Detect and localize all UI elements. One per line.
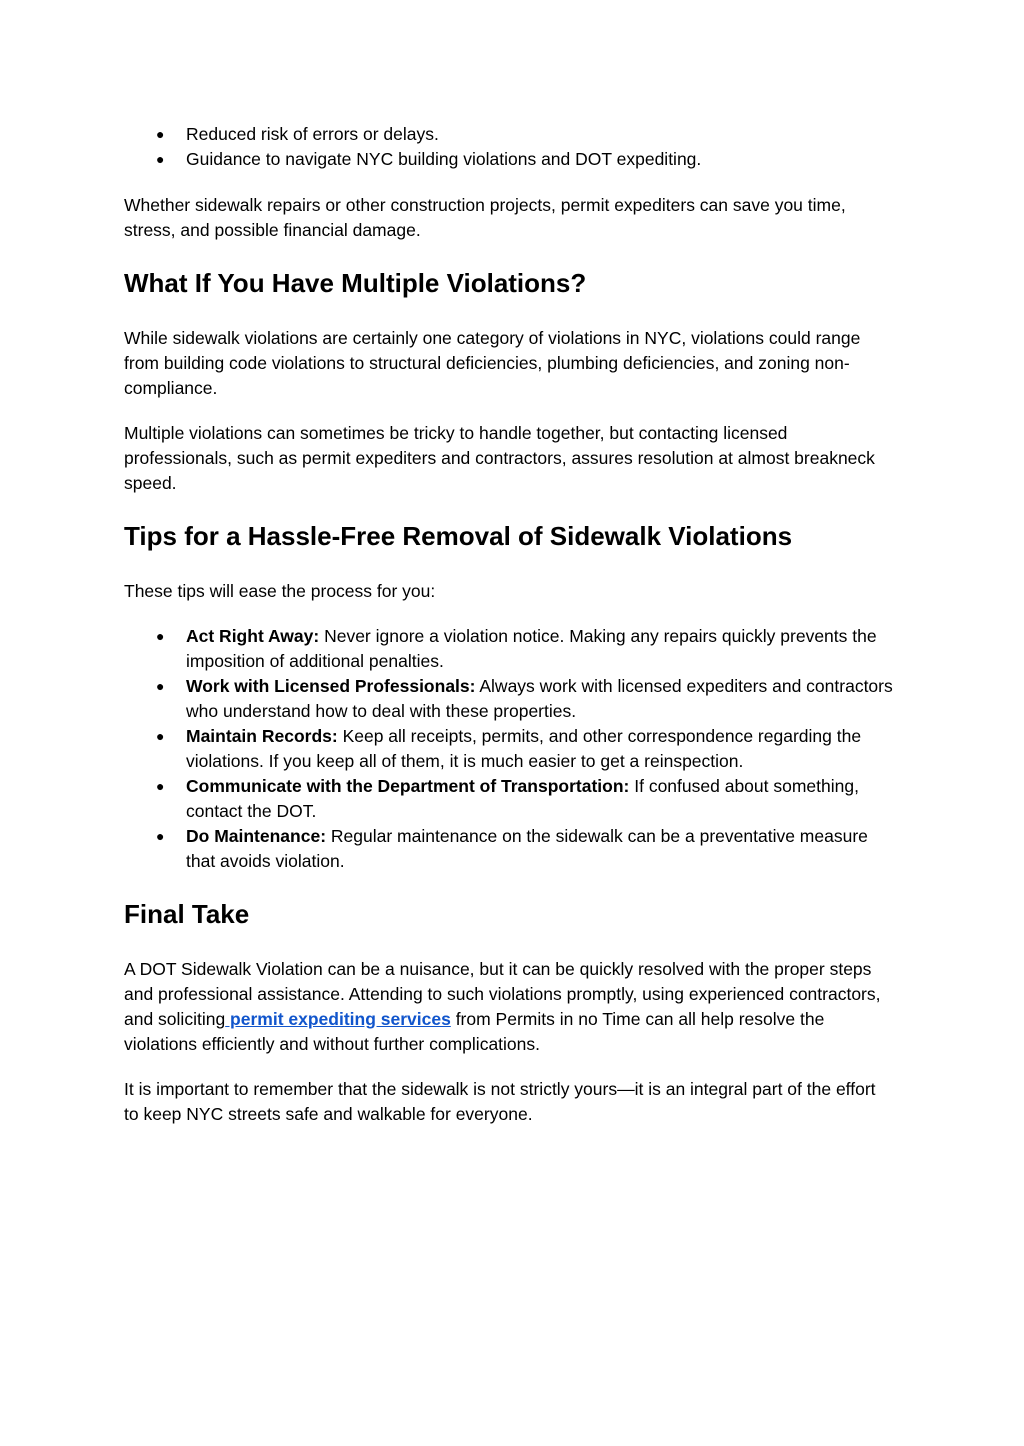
list-item: ● Maintain Records: Keep all receipts, permits, and other correspondence regarding the violations. If you keep all of them, it is much easier to get a reinspection. <box>156 726 862 771</box>
list-item: ● Reduced risk of errors or delays. <box>124 122 894 147</box>
bullet-icon: ● <box>156 728 165 744</box>
multiple-paragraph-2: Multiple violations can sometimes be tricky to handle together, but contacting licensed professionals, such as permit expediters and contractors, assures resolution at almost breakneck speed. <box>124 423 875 493</box>
list-item: ● Guidance to navigate NYC building violations and DOT expediting. <box>124 147 894 172</box>
list-item: ● Work with Licensed Professionals: Always work with licensed expediters and contractors who understand how to deal with these properties. <box>156 676 893 721</box>
multiple-paragraph-1: While sidewalk violations are certainly one category of violations in NYC, violations could range from building code violations to structural deficiencies, plumbing deficiencies, and zoning non-compliance. <box>124 328 861 398</box>
final-paragraph-2: It is important to remember that the sidewalk is not strictly yours—it is an integral part of the effort to keep NYC streets safe and walkable for everyone. <box>124 1079 876 1124</box>
tips-intro-paragraph: These tips will ease the process for you: <box>124 581 436 601</box>
bullet-icon: ● <box>156 628 165 644</box>
benefits-list <box>124 122 894 172</box>
tips-list <box>124 624 894 874</box>
list-item: ● Communicate with the Department of Transportation: If confused about something, contact the DOT. <box>156 776 859 821</box>
bullet-icon: ● <box>156 151 165 167</box>
heading-final-take: Final Take <box>124 899 250 929</box>
intro-paragraph: Whether sidewalk repairs or other construction projects, permit expediters can save you time, stress, and possible financial damage. <box>124 195 846 240</box>
bullet-icon: ● <box>156 126 165 142</box>
bullet-icon: ● <box>156 778 165 794</box>
list-item: ● Do Maintenance: Regular maintenance on the sidewalk can be a preventative measure that avoids violation. <box>156 826 868 871</box>
document-page <box>124 122 894 1127</box>
list-item: ● Act Right Away: Never ignore a violation notice. Making any repairs quickly prevents the imposition of additional penalties. <box>156 626 877 671</box>
bullet-icon: ● <box>156 678 165 694</box>
heading-tips: Tips for a Hassle-Free Removal of Sidewalk Violations <box>124 521 793 551</box>
final-paragraph-1: A DOT Sidewalk Violation can be a nuisance, but it can be quickly resolved with the proper steps and professional assistance. Attending to such violations promptly, using experienced contractors, and soliciting permit expediting services from Permits in no Time can all help resolve the violations efficiently and without further complications. <box>124 959 881 1054</box>
permit-expediting-services-link[interactable]: permit expediting services <box>225 1009 451 1029</box>
bullet-icon: ● <box>156 828 165 844</box>
heading-multiple-violations: What If You Have Multiple Violations? <box>124 268 587 298</box>
